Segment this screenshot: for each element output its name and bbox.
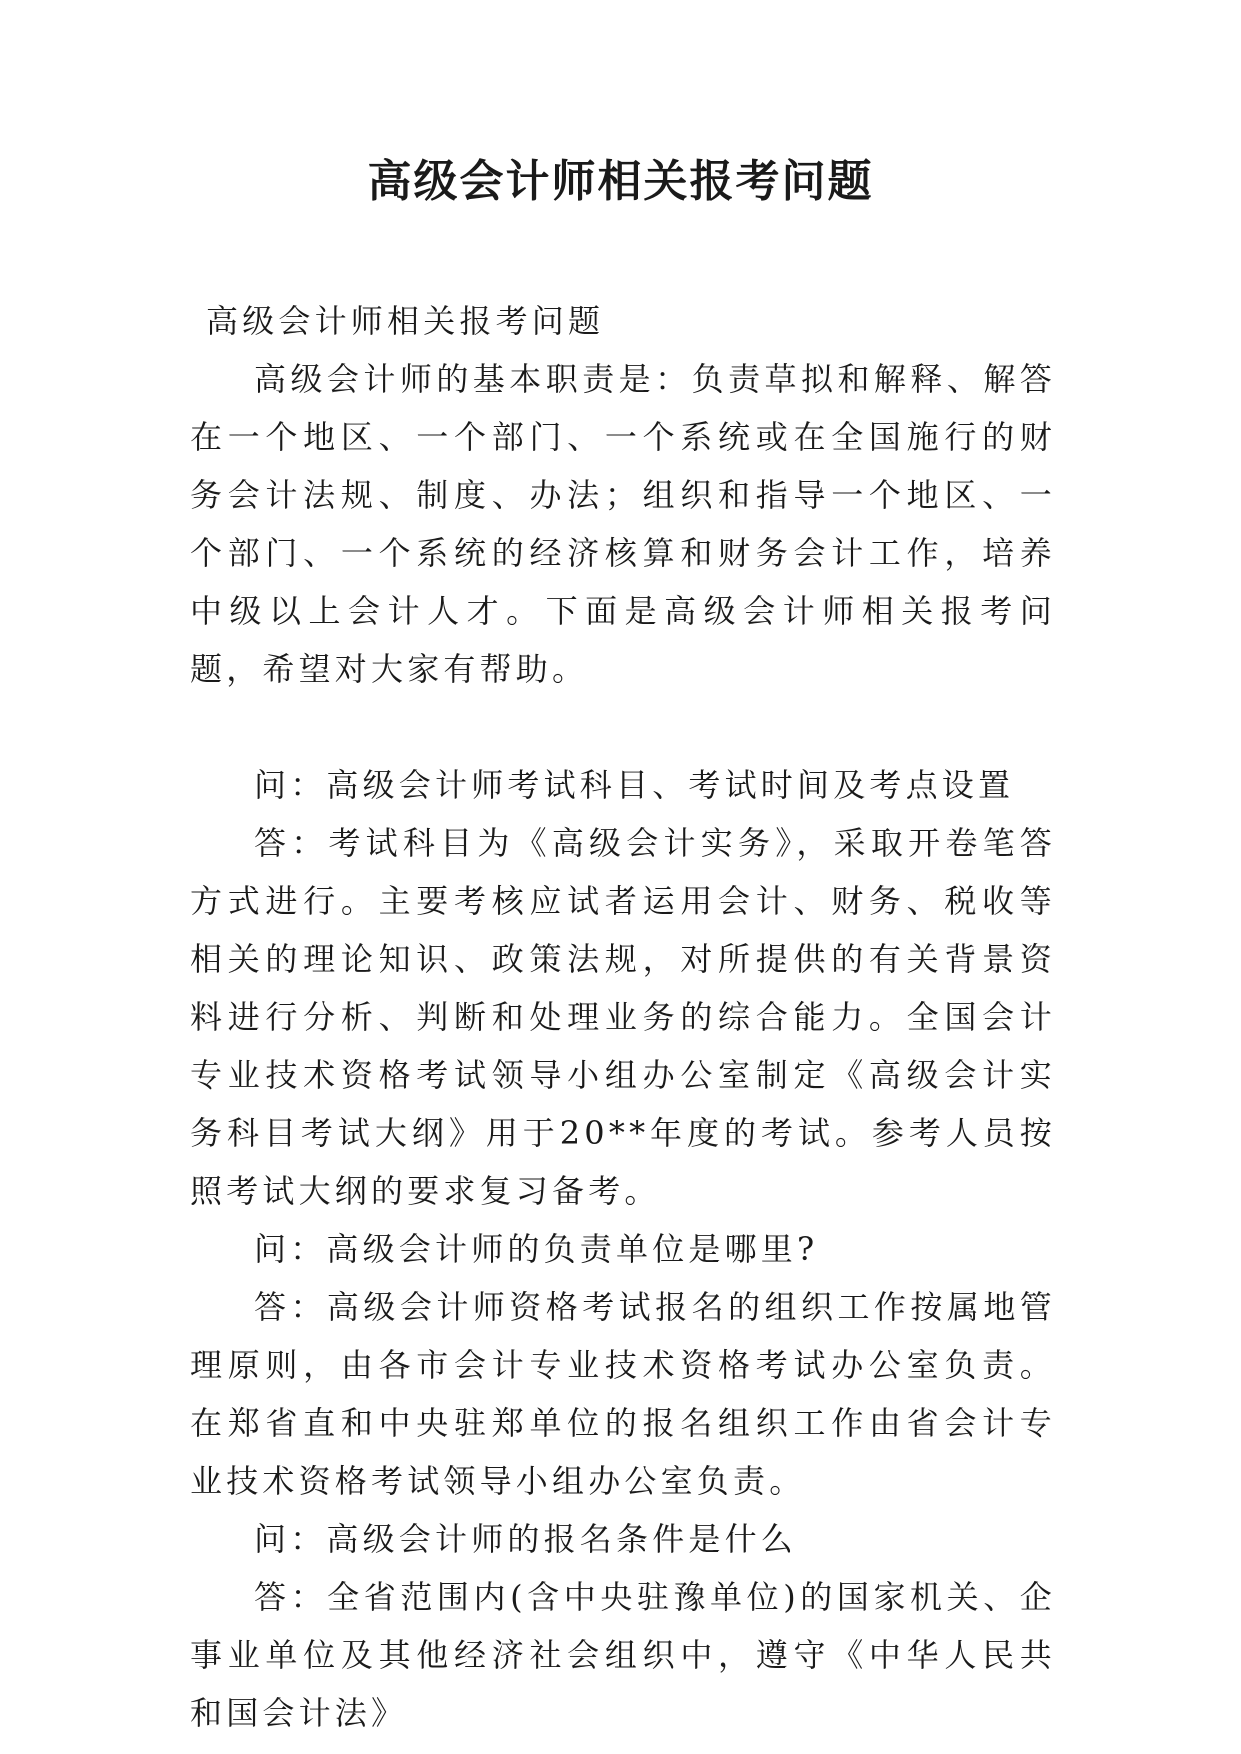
answer-3: 答：全省范围内(含中央驻豫单位)的国家机关、企事业单位及其他经济社会组织中，遵守《中华人民共和国会计法》 — [190, 1578, 1056, 1732]
intro-paragraph: 高级会计师的基本职责是：负责草拟和解释、解答在一个地区、一个部门、一个系统或在全国施行的财务会计法规、制度、办法；组织和指导一个地区、一个部门、一个系统的经济核算和财务会计工作，培养中级以上会计人才。下面是高级会计师相关报考问题，希望对大家有帮助。 — [190, 360, 1056, 688]
answer-2: 答：高级会计师资格考试报名的组织工作按属地管理原则，由各市会计专业技术资格考试办公室负责。在郑省直和中央驻郑单位的报名组织工作由省会计专业技术资格考试领导小组办公室负责。 — [190, 1288, 1056, 1500]
document-body — [190, 292, 1056, 1742]
answer-1: 答：考试科目为《高级会计实务》，采取开卷笔答方式进行。主要考核应试者运用会计、财务、税收等相关的理论知识、政策法规，对所提供的有关背景资料进行分析、判断和处理业务的综合能力。全国会计专业技术资格考试领导小组办公室制定《高级会计实务科目考试大纲》用于20**年度的考试。参考人员按照考试大纲的要求复习备考。 — [190, 824, 1056, 1210]
question-3: 问：高级会计师的报名条件是什么 — [254, 1520, 798, 1558]
paragraph-gap — [190, 698, 1056, 756]
document-title: 高级会计师相关报考问题 — [367, 156, 874, 207]
question-1: 问：高级会计师考试科目、考试时间及考点设置 — [254, 766, 1015, 804]
document-subtitle: 高级会计师相关报考问题 — [206, 302, 605, 340]
question-2: 问：高级会计师的负责单位是哪里? — [254, 1230, 819, 1268]
